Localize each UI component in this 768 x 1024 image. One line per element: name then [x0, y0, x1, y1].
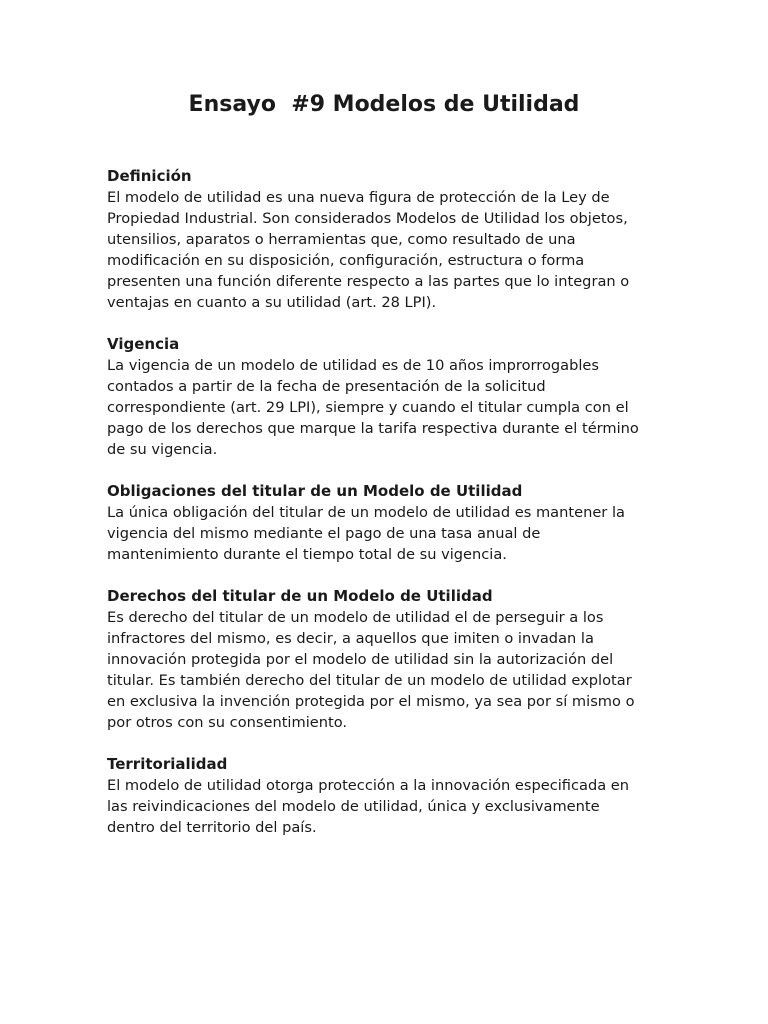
text-line: Propiedad Industrial. Son considerados Modelos de Utilidad los objetos, [107, 210, 628, 227]
text-line: La única obligación del titular de un modelo de utilidad es mantener la [107, 504, 625, 521]
document-body [107, 166, 707, 859]
text-line: titular. Es también derecho del titular de un modelo de utilidad explotar [107, 672, 632, 689]
section-derechos [107, 586, 707, 733]
section-heading: Definición [107, 167, 192, 185]
section-territorialidad [107, 754, 707, 838]
document-title: Ensayo #9 Modelos de Utilidad [188, 92, 580, 117]
section-heading: Vigencia [107, 335, 180, 353]
text-line: El modelo de utilidad es una nueva figura de protección de la Ley de [107, 189, 610, 206]
section-vigencia [107, 334, 707, 460]
section-definicion [107, 166, 707, 313]
text-line: infractores del mismo, es decir, a aquellos que imiten o invadan la [107, 630, 594, 647]
section-heading: Derechos del titular de un Modelo de Utilidad [107, 587, 493, 605]
text-line: utensilios, aparatos o herramientas que, como resultado de una [107, 231, 576, 248]
text-line: Es derecho del titular de un modelo de utilidad el de perseguir a los [107, 609, 604, 626]
text-line: contados a partir de la fecha de presentación de la solicitud [107, 378, 546, 395]
text-line: correspondiente (art. 29 LPI), siempre y cuando el titular cumpla con el [107, 399, 629, 416]
text-line: El modelo de utilidad otorga protección a la innovación especificada en [107, 777, 630, 794]
section-obligaciones [107, 481, 707, 565]
section-heading: Obligaciones del titular de un Modelo de Utilidad [107, 482, 523, 500]
text-line: innovación protegida por el modelo de utilidad sin la autorización del [107, 651, 614, 668]
text-line: mantenimiento durante el tiempo total de su vigencia. [107, 546, 507, 563]
text-line: las reivindicaciones del modelo de utilidad, única y exclusivamente [107, 798, 600, 815]
text-line: en exclusiva la invención protegida por el mismo, ya sea por sí mismo o [107, 693, 635, 710]
text-line: pago de los derechos que marque la tarifa respectiva durante el término [107, 420, 639, 437]
text-line: modificación en su disposición, configuración, estructura o forma [107, 252, 585, 269]
text-line: por otros con su consentimiento. [107, 714, 348, 731]
text-line: de su vigencia. [107, 441, 218, 458]
text-line: vigencia del mismo mediante el pago de una tasa anual de [107, 525, 541, 542]
text-line: presenten una función diferente respecto a las partes que lo integran o [107, 273, 630, 290]
text-line: dentro del territorio del país. [107, 819, 317, 836]
section-heading: Territorialidad [107, 755, 228, 773]
text-line: ventajas en cuanto a su utilidad (art. 28 LPI). [107, 294, 437, 311]
text-line: La vigencia de un modelo de utilidad es de 10 años improrrogables [107, 357, 599, 374]
